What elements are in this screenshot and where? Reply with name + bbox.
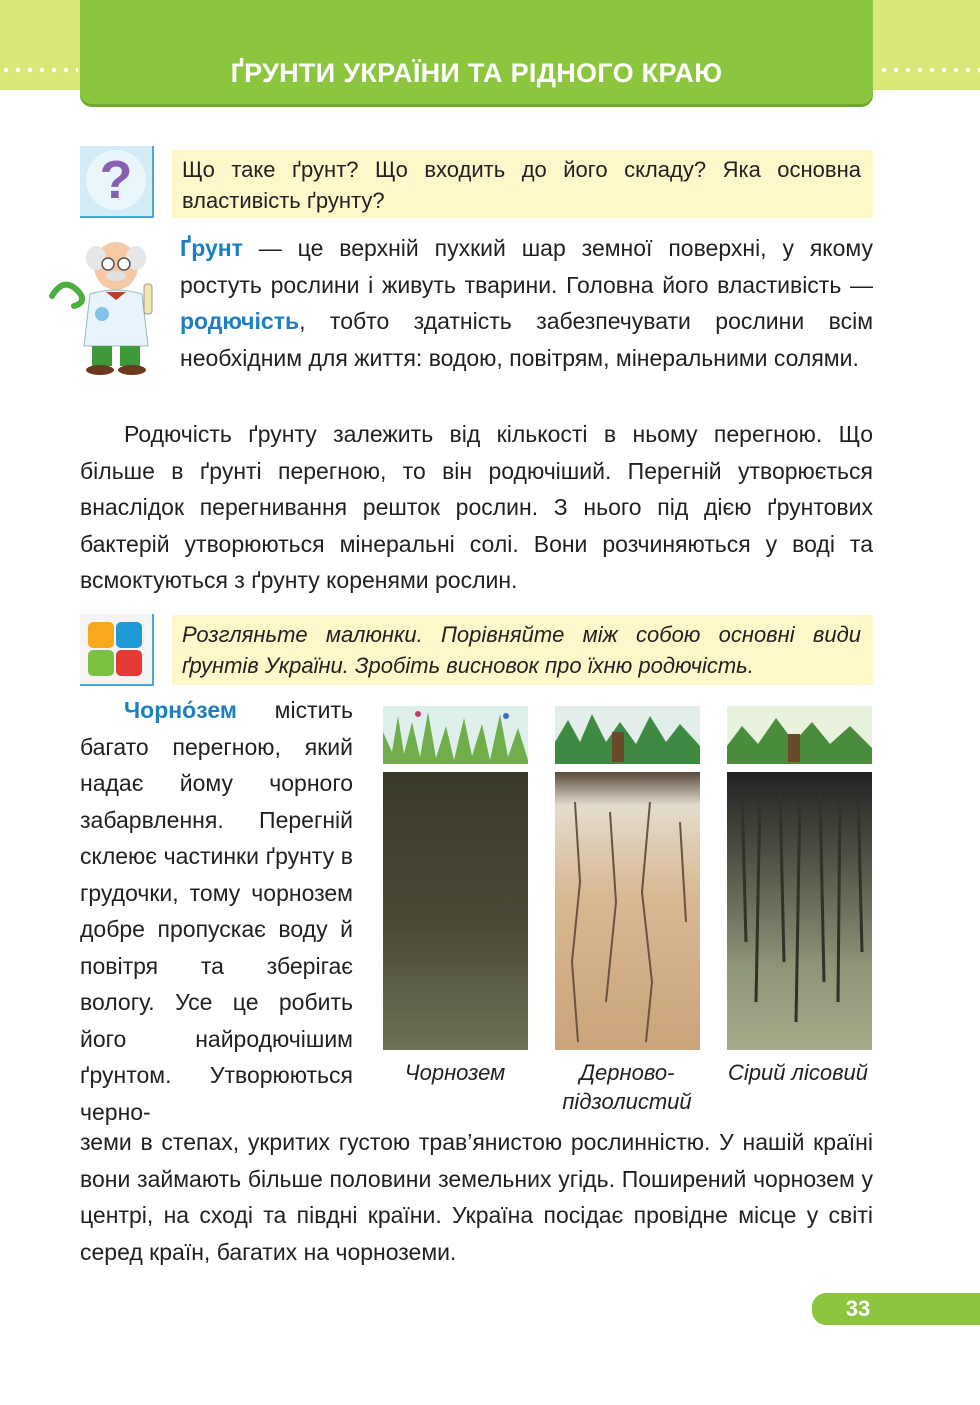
definition-part2: , тобто здатність забезпечувати рослини всім необхідним для життя: водою, повітрям, мінеральними солями. xyxy=(180,308,873,371)
professor-spacer xyxy=(80,230,180,375)
term-rodiuchist: родючість xyxy=(180,308,300,334)
header-dots-right xyxy=(878,66,980,74)
term-grunt: Ґрунт xyxy=(180,235,243,261)
caption-grey-forest: Сірий лісовий xyxy=(727,1060,869,1085)
title-band xyxy=(80,0,873,104)
soil-profiles-illustration xyxy=(380,702,874,1052)
soil-profile-grey-forest xyxy=(727,706,872,1050)
caption-sod-podzolic-2: підзолистий xyxy=(562,1089,692,1114)
soil-profile-sod-podzolic xyxy=(555,706,700,1050)
caption-chernozem: Чорнозем xyxy=(404,1060,506,1085)
page-title: ҐРУНТИ УКРАЇНИ ТА РІДНОГО КРАЮ xyxy=(230,58,723,88)
soil-profile-chernozem xyxy=(383,706,528,1050)
caption-sod-podzolic-1: Дерново- xyxy=(579,1060,675,1085)
task-box: Розгляньте малюнки. Порівняйте між собою основні види ґрунтів України. Зробіть висновок про їхню родючість. xyxy=(172,615,873,685)
definition-part1: — це верхній пухкий шар земної поверхні, у якому ростуть рослини і живуть тварини. Головна його властивість — xyxy=(180,235,873,298)
definition-paragraph xyxy=(80,230,873,376)
question-mark-icon: ? xyxy=(80,146,154,218)
chernozem-paragraph-rest: земи в степах, укритих густою трав’янистою рослинністю. У нашій країні вони займають більше половини земельних угідь. Поширений чорнозем у центрі, на сході та півдні країни. Україна посідає провідне місце у світі серед країн, багатих на чорноземи. xyxy=(80,1129,873,1265)
chernozem-column-text: містить багато перегною, який надає йому чорного забарвлення. Перегній склеює частинки ґрунту в грудочки, тому чорнозем добре пропускає воду й повітря та зберігає вологу. Усе це робить його найродючішим ґрунтом. Утворюються черно- xyxy=(80,697,353,1125)
header-dots-left xyxy=(0,66,78,74)
chernozem-column xyxy=(80,692,353,1130)
term-chernozem: Чорно́зем xyxy=(124,697,237,723)
puzzle-icon xyxy=(80,614,154,686)
page-number: 33 xyxy=(812,1293,980,1325)
paragraph-fertility: Родючість ґрунту залежить від кількості в ньому перегною. Що більше в ґрунті перегною, то він родючіший. Перегній утворюється внаслідок перегнивання решток рослин. З нього під дією ґрунтових бактерій утворюються мінеральні солі. Вони розчиняються у воді та всмоктуються з ґрунту коренями рослин. xyxy=(80,421,873,593)
question-box: Що таке ґрунт? Що входить до його складу? Яка основна властивість ґрунту? xyxy=(172,150,873,218)
